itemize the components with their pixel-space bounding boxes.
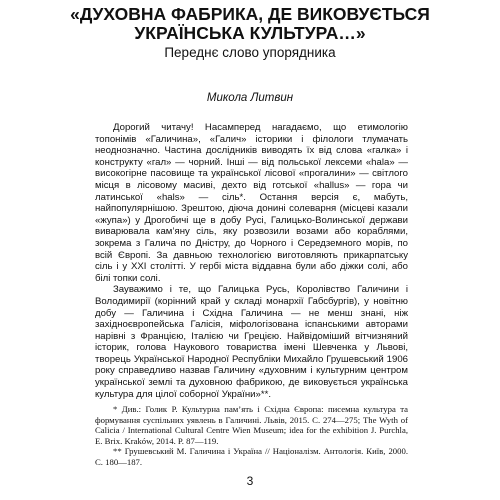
footnotes: [95, 404, 408, 468]
chapter-title: «ДУХОВНА ФАБРИКА, ДЕ ВИКОВУЄТЬСЯ УКРАЇНСЬКА КУЛЬТУРА…»: [70, 4, 430, 43]
paragraph: Зауважимо і те, що Галицька Русь, Королівство Галичини і Володимирії (корінний край у складі монархії Габсбургів), у новітню добу — Галичина і Східна Галичина — не менш знані, ніж західноєвропейська Галісія, міфологізована іспанськими авторами нарівні з Францією, Італією чи Грецією. Найвідоміший вітчизняний історик, голова Наукового товариства імені Шевченка у Львові, творець Української Народної Республіки Михайло Грушевський 1906 року справедливо назвав Галичину «духовним і культурним центром української землі та духовною фабрикою, де виковується українська культура для цілої соборної України»**.: [95, 284, 408, 400]
footnote: ** Грушевський М. Галичина і Україна // Націоналізм. Антологія. Київ, 2000. С. 180—187.: [95, 446, 408, 467]
main-text: [95, 122, 408, 400]
chapter-subtitle: Переднє слово упорядника: [164, 45, 336, 60]
paragraph: Дорогий читачу! Насамперед нагадаємо, що етимологію топонімів «Галичина», «Галич» історики і філологи тлумачать неоднозначно. Частина дослідників виводять їх від слова «галка» і конструкту «гал» — чорний. Інші — від польської лексеми «hala» — високогірне пасовище та української лісової «прогалини» — світлого місця в лісовому масиві, дехто від готської «hallus» — гора чи латинської «hals» — сіль*. Остання версія є, мабуть, найпопулярнішою. Зрештою, діюча донині солеварня (місцеві казали «жупа») у Дрогобичі ще в добу Русі, Галицько-Волинської держави виварювала кам’яну сіль, яку розвозили возами або кораблями, зокрема з Галича по Дністру, до Чорного і Середземного морів, по всій Європі. За давньою технологією виготовляють прикарпатську сіль і у ХХІ столітті. У гербі міста віддавна були або діжки солі, або білі топки солі.: [95, 122, 408, 284]
page-number: 3: [246, 474, 254, 488]
footnote: * Див.: Голик Р. Культурна пам’ять і Східна Європа: писемна культура та формування суспільних уявлень в Галичині. Львів, 2015. С. 274—275; The Wyth of Calicia / International Cultural Centre Wien Museum; idea for the exhibition J. Purchla, E. Brix. Kraków, 2014. P. 87—119.: [95, 404, 408, 446]
author-name: Микола Литвин: [206, 92, 294, 104]
